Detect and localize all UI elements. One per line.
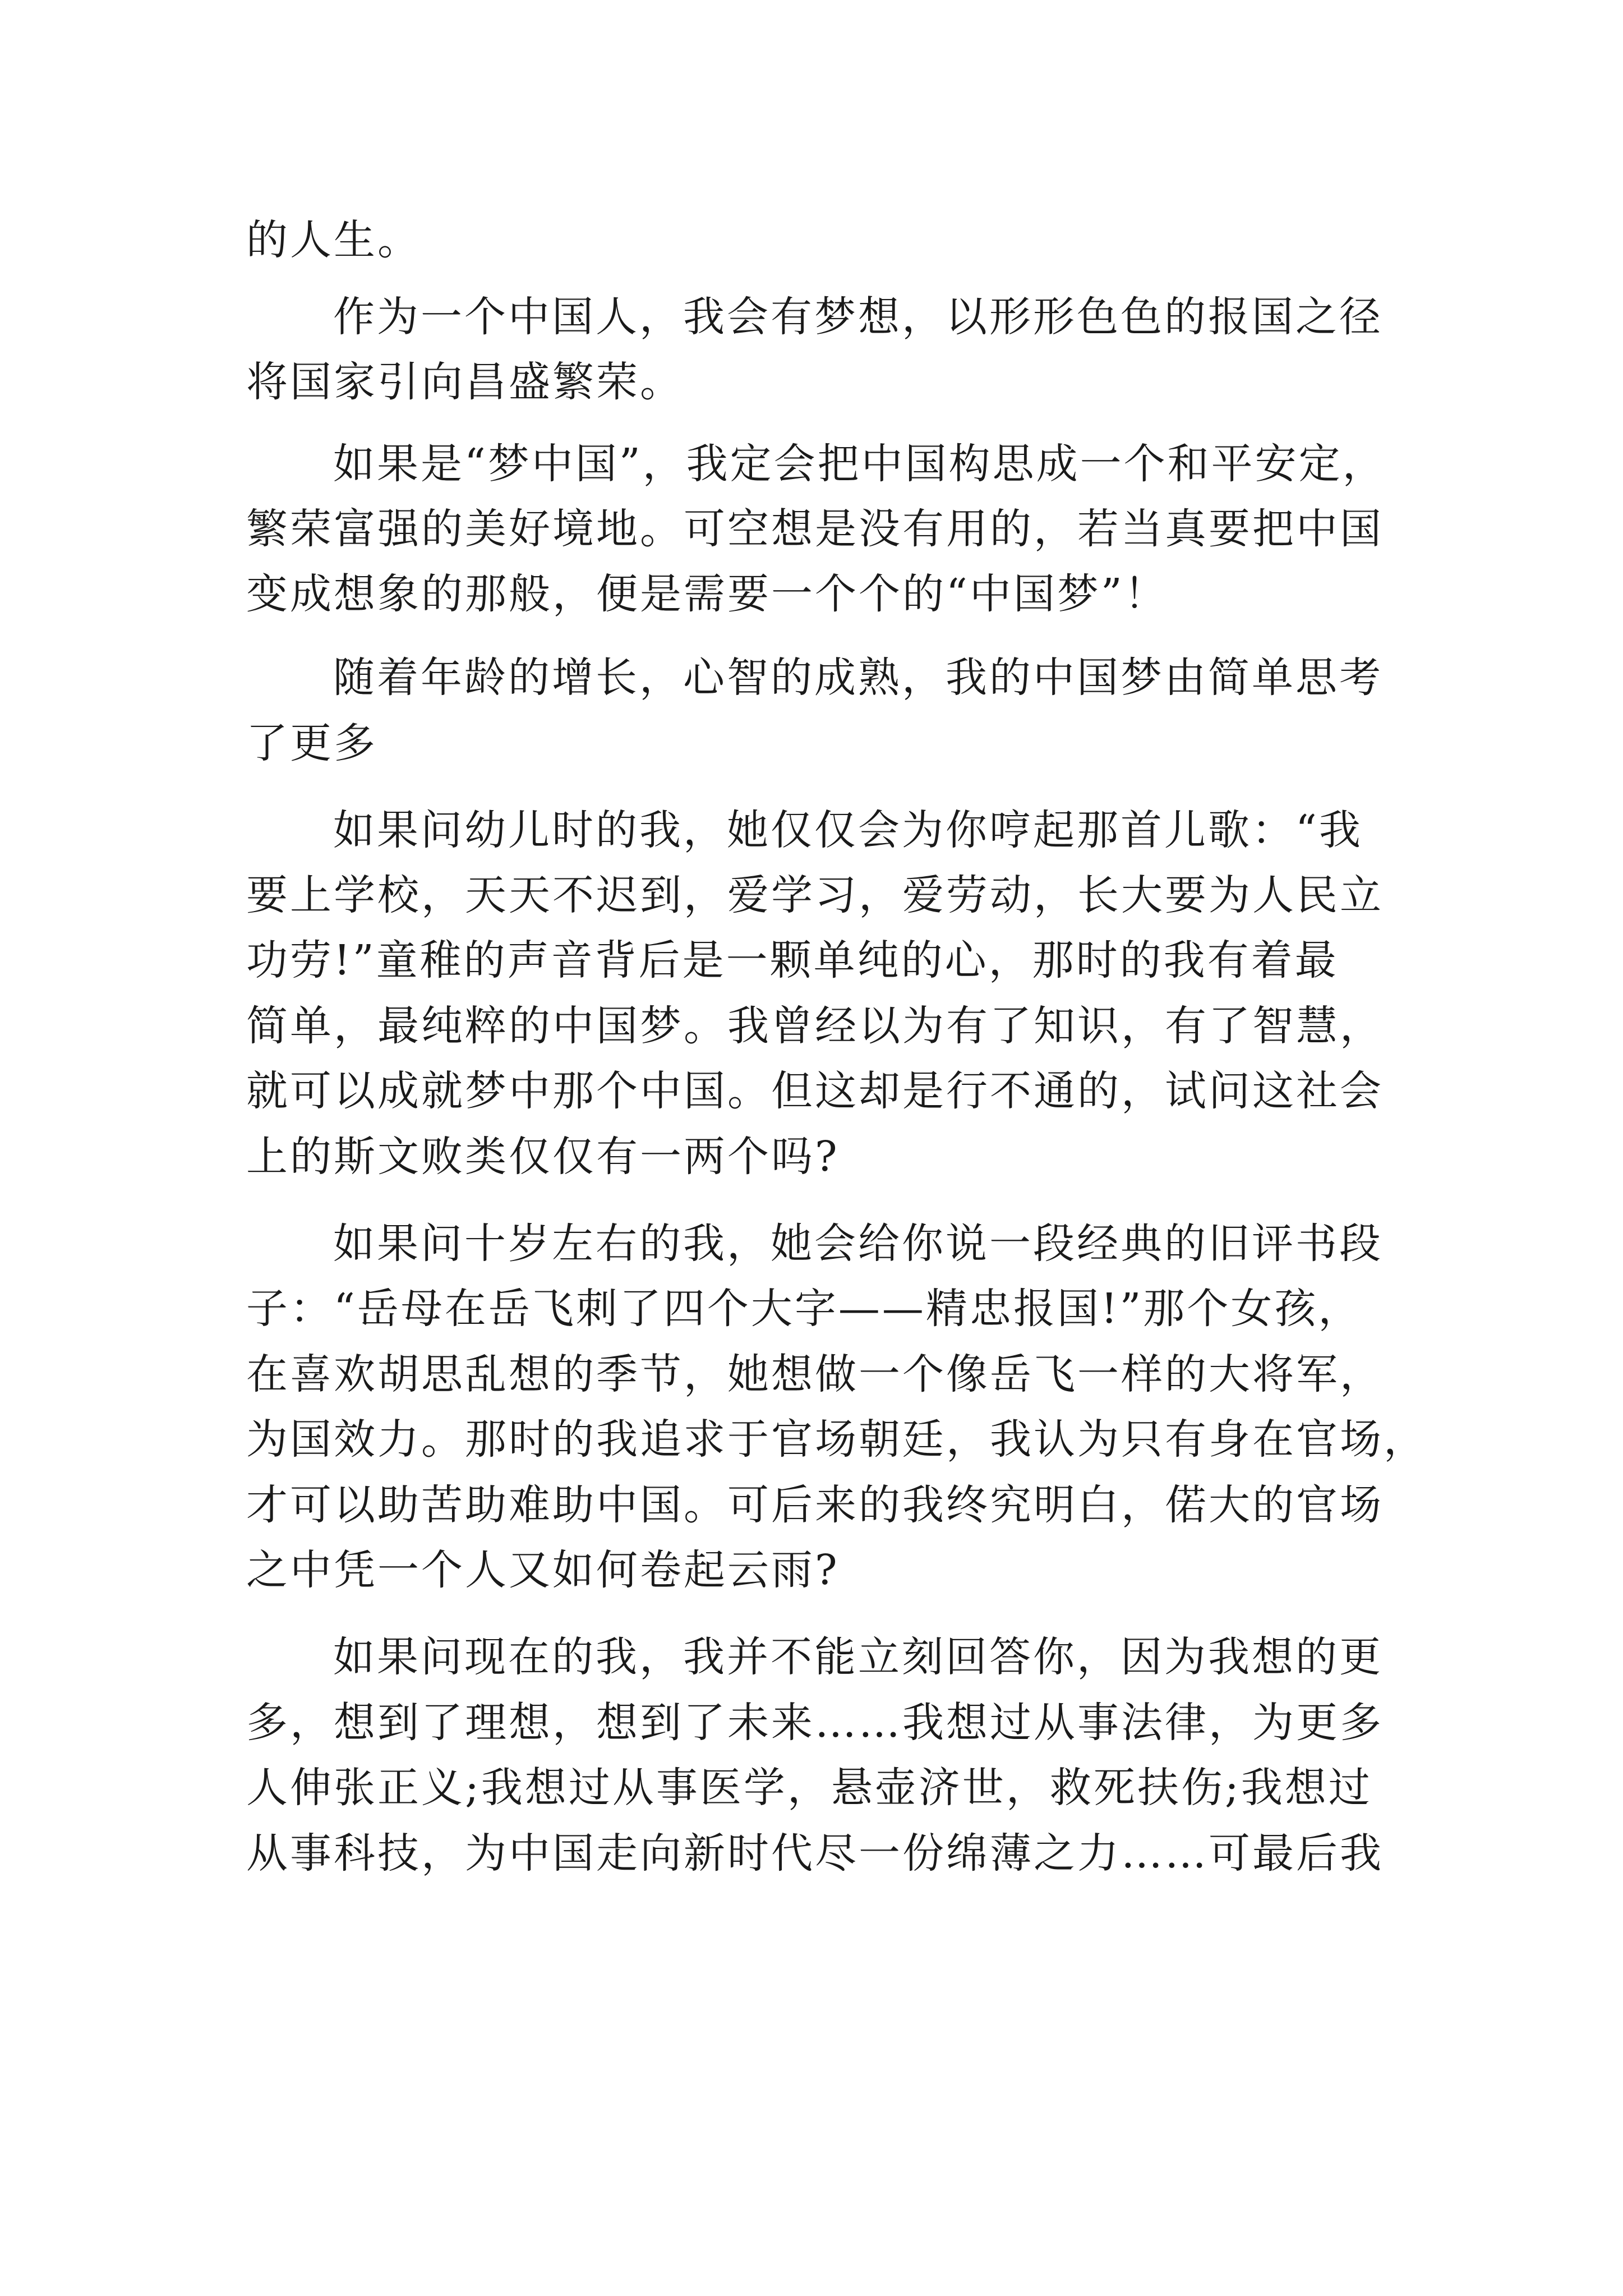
text-line: 的人生。 — [246, 216, 421, 264]
text-line: 上的斯文败类仅仅有一两个吗? — [246, 1133, 840, 1181]
text-line: 了更多 — [246, 719, 377, 767]
text-line: 从事科技，为中国走向新时代尽一份绵薄之力……可最后我 — [246, 1829, 1384, 1878]
text-line: 功劳!”童稚的声音背后是一颗单纯的心，那时的我有着最 — [246, 936, 1339, 984]
text-line: 才可以助苦助难助中国。可后来的我终究明白，偌大的官场 — [246, 1481, 1384, 1529]
text-line: 多，想到了理想，想到了未来……我想过从事法律，为更多 — [246, 1699, 1384, 1747]
text-line: 为国效力。那时的我追求于官场朝廷，我认为只有身在官场， — [246, 1415, 1427, 1464]
text-line: 如果是“梦中国”，我定会把中国构思成一个和平安定， — [333, 440, 1386, 488]
text-line: 繁荣富强的美好境地。可空想是没有用的，若当真要把中国 — [246, 505, 1384, 553]
text-line: 如果问现在的我，我并不能立刻回答你，因为我想的更 — [333, 1633, 1383, 1681]
text-line: 简单，最纯粹的中国梦。我曾经以为有了知识，有了智慧， — [246, 1002, 1384, 1050]
text-line: 人伸张正义;我想过从事医学，悬壶济世，救死扶伤;我想过 — [246, 1764, 1372, 1812]
text-line: 变成想象的那般，便是需要一个个的“中国梦”！ — [246, 570, 1168, 618]
text-line: 就可以成就梦中那个中国。但这却是行不通的，试问这社会 — [246, 1067, 1384, 1115]
text-line: 子：“岳母在岳飞刺了四个大字——精忠报国!”那个女孩， — [246, 1285, 1362, 1333]
text-line: 将国家引向昌盛繁荣。 — [246, 358, 684, 406]
text-line: 之中凭一个人又如何卷起云雨? — [246, 1546, 840, 1594]
text-line: 随着年龄的增长，心智的成熟，我的中国梦由简单思考 — [333, 654, 1383, 702]
text-line: 作为一个中国人，我会有梦想，以形形色色的报国之径 — [333, 293, 1383, 341]
text-line: 在喜欢胡思乱想的季节，她想做一个像岳飞一样的大将军， — [246, 1350, 1384, 1398]
text-line: 如果问十岁左右的我，她会给你说一段经典的旧评书段 — [333, 1220, 1383, 1268]
text-line: 如果问幼儿时的我，她仅仅会为你哼起那首儿歌：“我 — [333, 806, 1363, 854]
text-line: 要上学校，天天不迟到，爱学习，爱劳动，长大要为人民立 — [246, 871, 1384, 919]
